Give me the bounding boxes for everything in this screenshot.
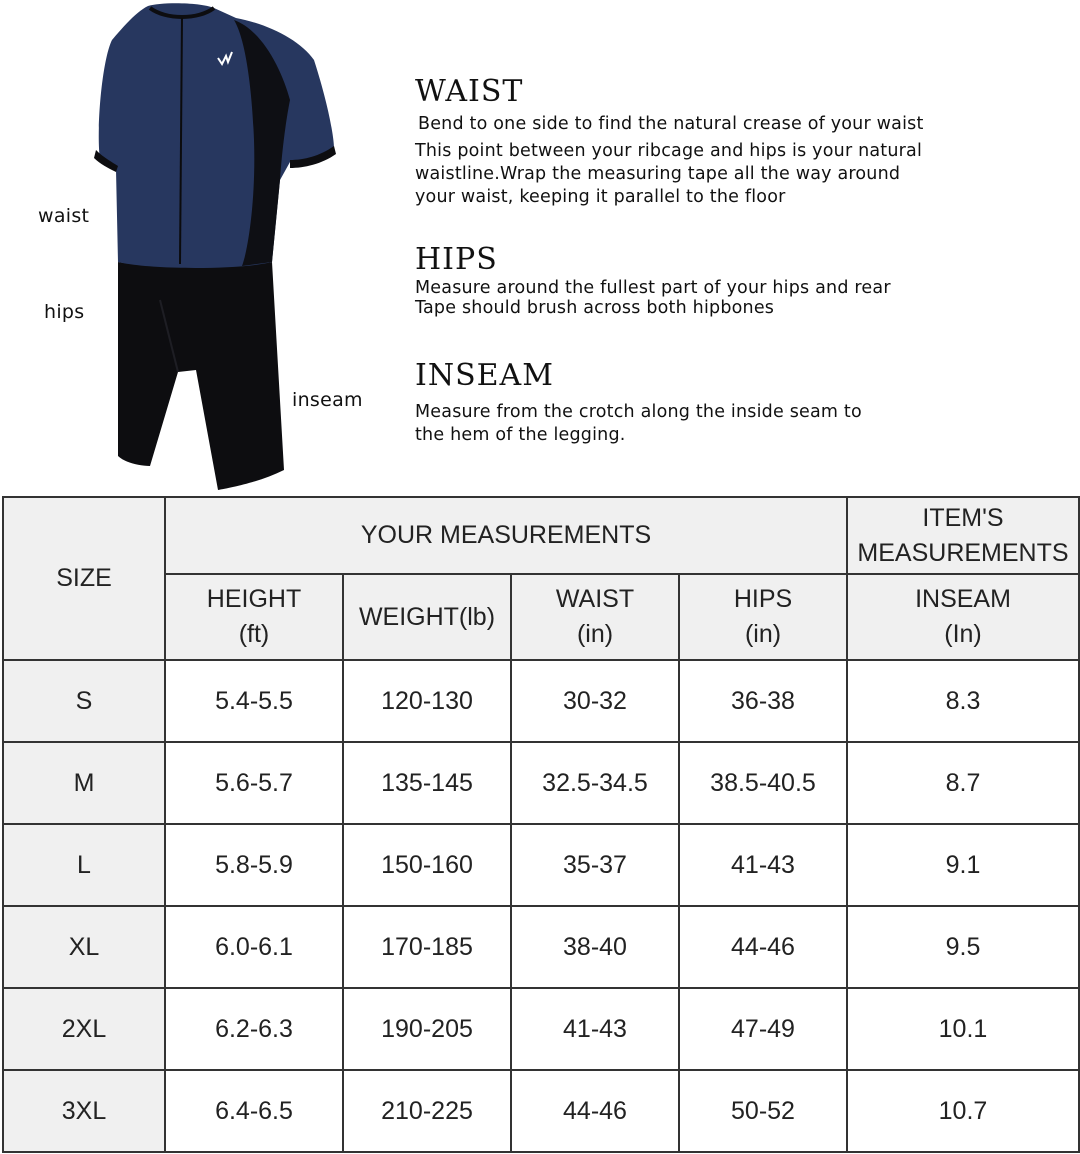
- measurement-cell: 6.0-6.1: [165, 906, 343, 988]
- measurement-cell: 10.1: [847, 988, 1079, 1070]
- column-unit: (ft): [238, 620, 270, 648]
- table-row: [3, 824, 1079, 906]
- measurement-cell: 44-46: [679, 906, 847, 988]
- items-measurements-line: ITEM'S: [922, 503, 1004, 532]
- size-chart-table: [2, 496, 1080, 1153]
- measurement-cell: 9.5: [847, 906, 1079, 988]
- trisuit-image: [0, 0, 380, 495]
- guide-waist-line: This point between your ribcage and hips is your natural: [415, 141, 923, 161]
- column-header-waist: [511, 574, 679, 660]
- column-name: INSEAM: [915, 585, 1011, 613]
- measurement-cell: 38.5-40.5: [679, 742, 847, 824]
- column-name: WEIGHT(lb): [358, 602, 496, 631]
- guide-waist-line: your waist, keeping it parallel to the floor: [415, 187, 786, 207]
- size-header: SIZE: [3, 497, 165, 660]
- measurement-cell: 10.7: [847, 1070, 1079, 1152]
- guide-waist-line: waistline.Wrap the measuring tape all the way around: [415, 164, 901, 184]
- guide-hips-title: HIPS: [415, 242, 498, 277]
- column-name: HIPS: [733, 585, 793, 613]
- measurement-cell: 120-130: [343, 660, 511, 742]
- size-cell: 3XL: [3, 1070, 165, 1152]
- table-row: [3, 906, 1079, 988]
- measurement-cell: 47-49: [679, 988, 847, 1070]
- measurement-cell: 9.1: [847, 824, 1079, 906]
- measurement-cell: 210-225: [343, 1070, 511, 1152]
- items-measurements-line: MEASUREMENTS: [857, 538, 1069, 567]
- measurement-cell: 5.6-5.7: [165, 742, 343, 824]
- guide-waist-title: WAIST: [415, 74, 524, 109]
- measurement-cell: 135-145: [343, 742, 511, 824]
- header-row: [3, 497, 1079, 574]
- column-header-weight: [343, 574, 511, 660]
- measurement-cell: 8.3: [847, 660, 1079, 742]
- measurement-cell: 5.4-5.5: [165, 660, 343, 742]
- shorts-shape: [118, 262, 284, 490]
- measurement-cell: 44-46: [511, 1070, 679, 1152]
- measurement-cell: 35-37: [511, 824, 679, 906]
- jersey-body: [99, 3, 334, 268]
- size-rows: [3, 660, 1079, 1152]
- size-cell: 2XL: [3, 988, 165, 1070]
- size-cell: L: [3, 824, 165, 906]
- table-row: [3, 988, 1079, 1070]
- measurement-cell: 36-38: [679, 660, 847, 742]
- size-cell: XL: [3, 906, 165, 988]
- size-cell: M: [3, 742, 165, 824]
- guide-hips-line: Measure around the fullest part of your hips and rear: [415, 278, 891, 298]
- column-unit: (In): [944, 620, 982, 648]
- your-measurements-header: YOUR MEASUREMENTS: [165, 497, 847, 574]
- guide-waist: [415, 74, 1075, 209]
- measurement-cell: 50-52: [679, 1070, 847, 1152]
- column-header-inseam: [847, 574, 1079, 660]
- column-header-height: [165, 574, 343, 660]
- subheader-row: [3, 574, 1079, 660]
- table-row: [3, 1070, 1079, 1152]
- measurement-cell: 150-160: [343, 824, 511, 906]
- measurement-cell: 41-43: [511, 988, 679, 1070]
- measurement-cell: 41-43: [679, 824, 847, 906]
- column-unit: (in): [576, 620, 614, 648]
- guide-inseam-line: the hem of the legging.: [415, 425, 626, 445]
- size-cell: S: [3, 660, 165, 742]
- column-name: WAIST: [555, 585, 635, 613]
- guide-hips: [415, 242, 1075, 320]
- column-header-hips: [679, 574, 847, 660]
- guide-waist-line: Bend to one side to find the natural crease of your waist: [418, 114, 924, 134]
- guide-hips-line: Tape should brush across both hipbones: [415, 298, 775, 318]
- column-name: HEIGHT: [206, 585, 302, 613]
- measurement-cell: 30-32: [511, 660, 679, 742]
- figure-label-inseam: inseam: [292, 389, 363, 411]
- table-row: [3, 742, 1079, 824]
- guide-inseam-line: Measure from the crotch along the inside seam to: [415, 402, 862, 422]
- table-row: [3, 660, 1079, 742]
- measurement-cell: 32.5-34.5: [511, 742, 679, 824]
- measurement-cell: 6.4-6.5: [165, 1070, 343, 1152]
- guide-inseam: [415, 358, 1075, 447]
- items-measurements-header: [847, 497, 1079, 574]
- measurement-cell: 38-40: [511, 906, 679, 988]
- measurement-cell: 5.8-5.9: [165, 824, 343, 906]
- measurement-cell: 170-185: [343, 906, 511, 988]
- guide-inseam-title: INSEAM: [415, 358, 554, 393]
- column-unit: (in): [744, 620, 782, 648]
- measurement-cell: 8.7: [847, 742, 1079, 824]
- measurement-cell: 6.2-6.3: [165, 988, 343, 1070]
- figure-label-waist: waist: [38, 205, 90, 227]
- figure-label-hips: hips: [44, 301, 85, 323]
- measurement-cell: 190-205: [343, 988, 511, 1070]
